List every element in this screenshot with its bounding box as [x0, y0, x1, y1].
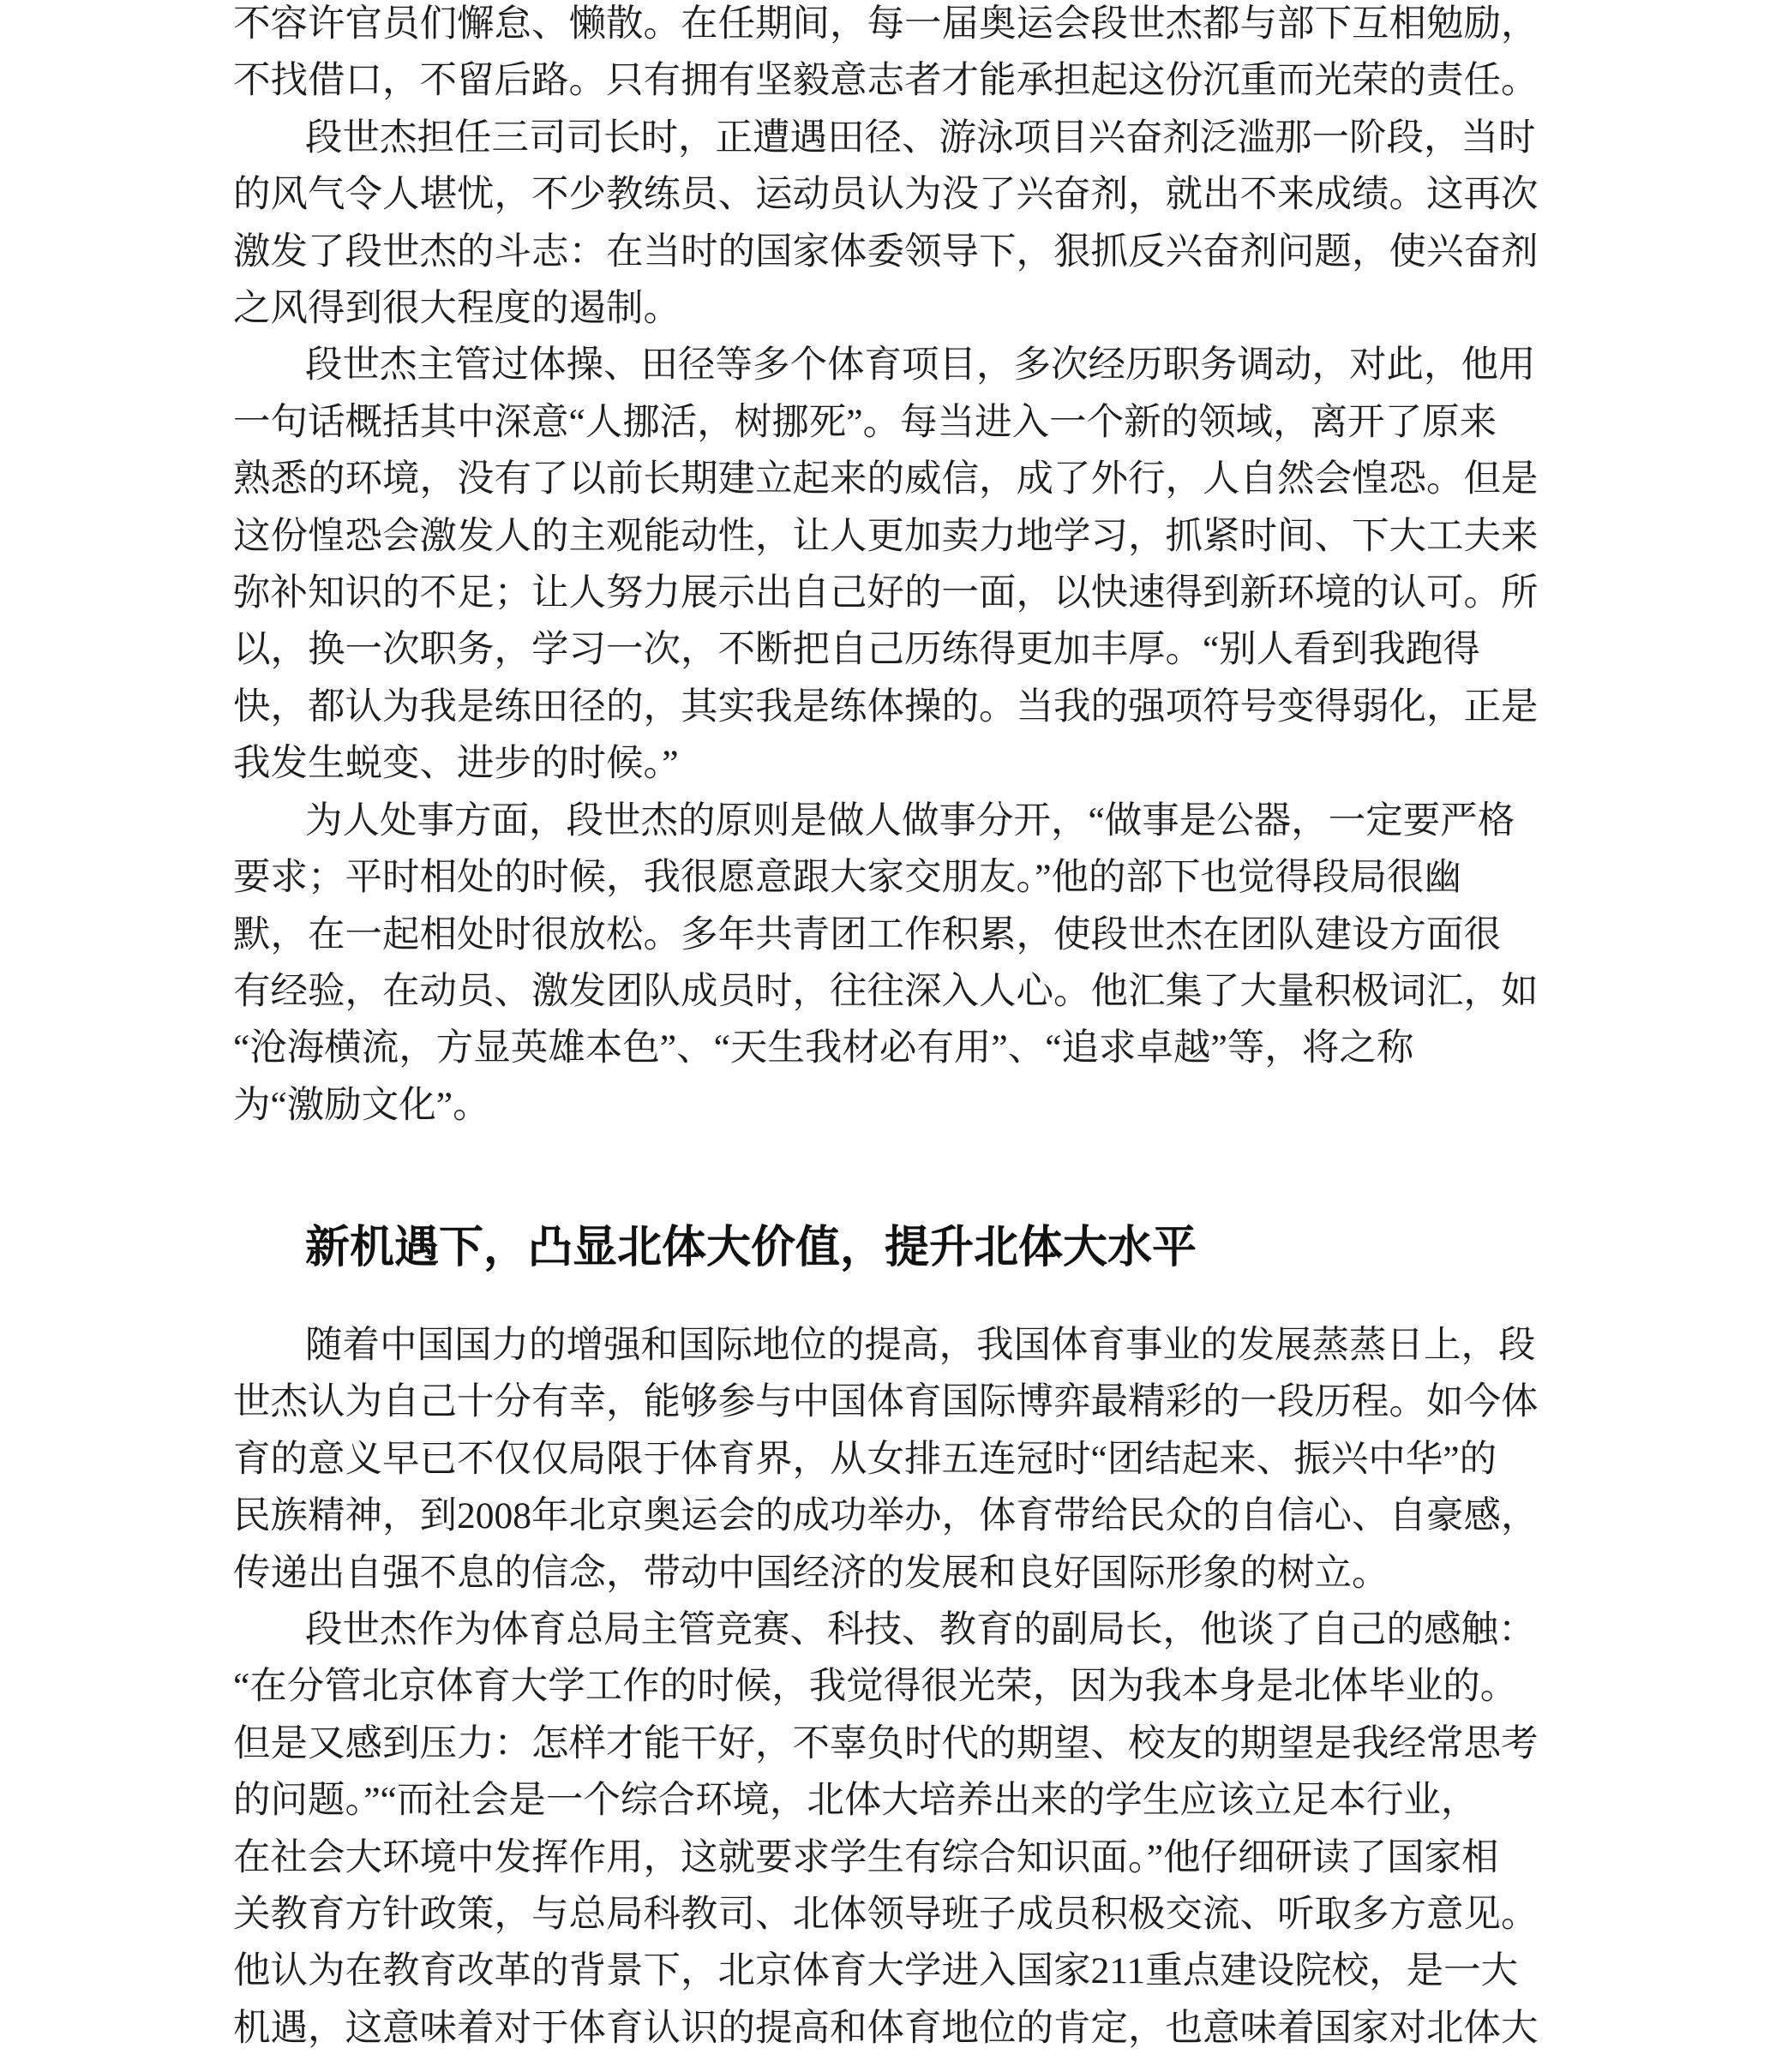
text-line: 激发了段世杰的斗志：在当时的国家体委领导下，狠抓反兴奋剂问题，使兴奋剂	[233, 231, 1539, 272]
text-line: 世杰认为自己十分有幸，能够参与中国体育国际博弈最精彩的一段历程。如今体	[233, 1381, 1539, 1423]
text-line: 在社会大环境中发挥作用，这就要求学生有综合知识面。”他仔细研读了国家相	[233, 1836, 1499, 1878]
text-line: “在分管北京体育大学工作的时候，我觉得很光荣，因为我本身是北体毕业的。	[233, 1666, 1518, 1708]
text-line: 弥补知识的不足；让人努力展示出自己好的一面，以快速得到新环境的认可。所	[233, 572, 1539, 614]
text-line: “沧海横流，方显英雄本色”、“天生我材必有用”、“追求卓越”等，将之称	[233, 1027, 1414, 1069]
text-line: 的问题。”“而社会是一个综合环境，北体大培养出来的学生应该立足本行业，	[233, 1780, 1479, 1822]
text-line: 快，都认为我是练田径的，其实我是练体操的。当我的强项符号变得弱化，正是	[233, 686, 1539, 728]
text-line: 要求；平时相处的时候，我很愿意跟大家交朋友。”他的部下也觉得段局很幽	[233, 857, 1462, 899]
text-line: 随着中国国力的增强和国际地位的提高，我国体育事业的发展蒸蒸日上，段	[305, 1325, 1536, 1366]
text-line: 育的意义早已不仅仅局限于体育界，从女排五连冠时“团结起来、振兴中华”的	[233, 1438, 1497, 1480]
text-line: 有经验，在动员、激发团队成员时，往往深入人心。他汇集了大量积极词汇，如	[233, 970, 1539, 1012]
text-line: 传递出自强不息的信念，带动中国经济的发展和良好国际形象的树立。	[233, 1552, 1389, 1594]
text-line: 不容许官员们懈怠、懒散。在任期间，每一届奥运会段世杰都与部下互相勉励，	[233, 3, 1539, 45]
text-line: 的风气令人堪忧，不少教练员、运动员认为没了兴奋剂，就出不来成绩。这再次	[233, 174, 1539, 216]
text-line: 段世杰主管过体操、田径等多个体育项目，多次经历职务调动，对此，他用	[305, 344, 1536, 386]
text-line: 这份惶恐会激发人的主观能动性，让人更加卖力地学习，抓紧时间、下大工夫来	[233, 515, 1539, 557]
text-line: 默，在一起相处时很放松。多年共青团工作积累，使段世杰在团队建设方面很	[233, 913, 1501, 955]
text-line: 之风得到很大程度的遏制。	[233, 288, 681, 330]
text-line: 机遇，这意味着对于体育认识的提高和体育地位的肯定，也意味着国家对北体大	[233, 2007, 1539, 2049]
section-heading: 新机遇下，凸显北体大价值，提升北体大水平	[305, 1223, 1197, 1273]
text-line: 为“激励文化”。	[233, 1084, 490, 1126]
text-line: 一句话概括其中深意“人挪活，树挪死”。每当进入一个新的领域，离开了原来	[233, 401, 1497, 443]
text-line: 不找借口，不留后路。只有拥有坚毅意志者才能承担起这份沉重而光荣的责任。	[233, 60, 1539, 102]
text-line: 我发生蜕变、进步的时候。”	[233, 743, 679, 785]
body-section-2	[233, 1317, 1557, 2057]
section-heading-block	[233, 1218, 1557, 1278]
text-line: 民族精神，到2008年北京奥运会的成功举办，体育带给民众的自信心、自豪感，	[233, 1495, 1539, 1537]
text-line: 为人处事方面，段世杰的原则是做人做事分开，“做事是公器，一定要严格	[305, 799, 1515, 841]
body-section-1	[233, 0, 1557, 1134]
text-line: 以，换一次职务，学习一次，不断把自己历练得更加丰厚。“别人看到我跑得	[233, 629, 1480, 671]
text-line: 段世杰担任三司司长时，正遭遇田径、游泳项目兴奋剂泛滥那一阶段，当时	[305, 117, 1536, 159]
text-line: 熟悉的环境，没有了以前长期建立起来的威信，成了外行，人自然会惶恐。但是	[233, 458, 1539, 500]
text-line: 段世杰作为体育总局主管竞赛、科技、教育的副局长，他谈了自己的感触：	[305, 1609, 1536, 1651]
text-line: 他认为在教育改革的背景下，北京体育大学进入国家211重点建设院校，是一大	[233, 1950, 1519, 1992]
text-line: 关教育方针政策，与总局科教司、北体领导班子成员积极交流、听取多方意见。	[233, 1894, 1539, 1936]
text-line: 但是又感到压力：怎样才能干好，不辜负时代的期望、校友的期望是我经常思考	[233, 1722, 1539, 1764]
